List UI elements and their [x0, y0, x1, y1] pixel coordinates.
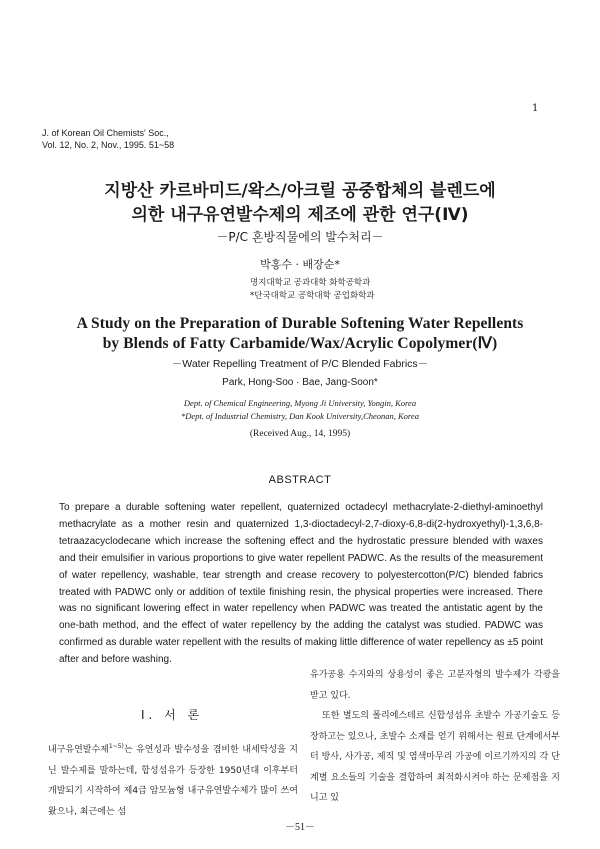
intro-right-paragraph-2: 또한 별도의 폴리에스테르 신합성섬유 초발수 가공기술도 등장하고는 있으나, 초발수 소재를 얻기 위해서는 원료 단계에서부터 방사, 사가공, 제직 및 염색마무리 가공에 이르기까지의 각 단계별 요소들의 기술을 결합하여 최적화시켜야 하는 문제점을 지니고 있 [310, 711, 560, 803]
page-number: 1 [532, 103, 539, 114]
korean-authors: 박홍수 · 배장순* [260, 258, 340, 271]
english-title-line-2: by Blends of Fatty Carbamide/Wax/Acrylic Copolymer(Ⅳ) [102, 335, 498, 352]
english-affiliations [0, 397, 600, 423]
korean-title-line-2: 의한 내구유연발수제의 제조에 관한 연구(Ⅳ) [131, 205, 469, 225]
intro-right-column [310, 665, 560, 809]
korean-affiliation-1: 명지대학교 공과대학 화학공학과 [250, 278, 371, 288]
english-title-line-1: A Study on the Preparation of Durable Softening Water Repellents [76, 315, 524, 332]
abstract-heading: ABSTRACT [268, 474, 332, 486]
intro-left-text-start: 내구유연발수제 [48, 745, 109, 755]
korean-affiliation-2: *단국대학교 공학대학 공업화학과 [250, 291, 375, 301]
journal-line-2: Vol. 12, No. 2, Nov., 1995. 51~58 [42, 140, 175, 150]
intro-left-column [48, 737, 298, 822]
english-authors: Park, Hong-Soo · Bae, Jang-Soon* [222, 377, 378, 388]
intro-left-text-rest: 는 유연성과 발수성을 겸비한 내세탁성을 지닌 발수제를 말하는데, 합성섬유가 등장한 1950년대 이후부터 개발되기 시작하여 제4급 암모늄형 내구유연발수제가 많이 쓰여 왔으나, 최근에는 섬 [48, 745, 298, 817]
journal-line-1: J. of Korean Oil Chemists' Soc., [42, 128, 169, 138]
english-subtitle: －Water Repelling Treatment of P/C Blended Fabrics－ [171, 358, 429, 370]
received-date: (Received Aug., 14, 1995) [249, 429, 351, 439]
korean-affiliations [250, 277, 375, 303]
korean-subtitle: －P/C 혼방직물에의 발수처리－ [216, 230, 384, 244]
korean-title-line-1: 지방산 카르바미드/왁스/아크릴 공중합체의 블렌드에 [104, 181, 496, 201]
english-affiliation-2: *Dept. of Industrial Chemistry, Dan Kook University,Cheonan, Korea [181, 411, 419, 421]
footer-page-number: －51－ [285, 822, 315, 833]
abstract-body: To prepare a durable softening water repellent, quaternized octadecyl methacrylate-2-diethyl-aminoethyl methacrylate as a mother resin and quaternized 1,3-dioctadecyl-2,7-dioxy-6,8-di(2-hydroxyethyl)-1,3,6,8-tetraazacyclodecane which increase the softening effect and the hydrostatic pressure blended with waxes and their emulsifier in various proportions to give water repellent PADWC. As the results of the measurement of water repellency, washable, tear strength and crease recovery to polyestercotton(P/C) blended fabrics treated with PADWC only or addition of textile finishing resin, the physical properties were increased. There was no significant lowering effect in water repellency when PADWC was treated the antistatic agent by the one-bath method, and the effect of water repellency by the adding the catalyst was studied. PADWC was confirmed as durable water repellent with the results of making little difference of water repellency as ±5 point after and before washing. [59, 502, 543, 666]
citation-superscript: 1~5) [108, 743, 124, 750]
intro-right-paragraph-1: 유가공용 수지와의 상용성이 좋은 고분자형의 발수제가 각광을 받고 있다. [310, 670, 560, 701]
section-1-title: Ⅰ. 서 론 [141, 708, 204, 722]
journal-citation [42, 127, 174, 151]
english-affiliation-1: Dept. of Chemical Engineering, Myong Ji University, Yongin, Korea [183, 398, 417, 408]
